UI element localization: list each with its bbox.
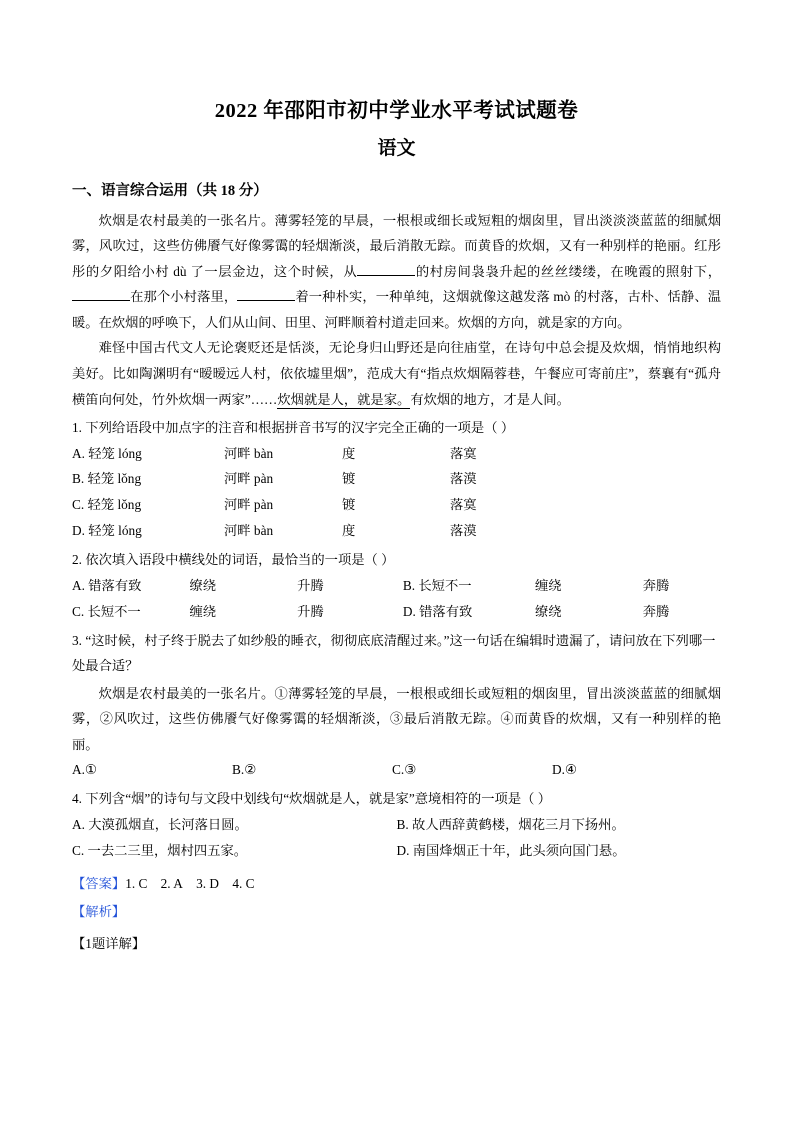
q2-opt-a-w3: 升腾 (297, 577, 324, 593)
answer-label: 【答案】 (72, 876, 126, 892)
page-subtitle: 语文 (377, 137, 416, 159)
passage-paragraph-2 (72, 335, 721, 412)
question-2-stem (72, 547, 721, 573)
opt-a-c1: 轻笼 lóng (88, 445, 142, 461)
question-3-quote: 炊烟是农村最美的一张名片。①薄雾轻笼的早晨，一根根或细长或短粗的烟囱里，冒出淡淡蓝蓝的细腻烟雾，②风吹过，这些仿佛餍气好像雾霭的轻烟渐淡，③最后消散无踪。④而黄昏的炊烟，又有一种别样的艳丽。 (72, 685, 721, 752)
opt-c-c3: 镀 (342, 497, 356, 513)
q2-opt-c-w3: 升腾 (297, 603, 324, 619)
q2-opt-b-w2: 缠绕 (535, 577, 562, 593)
fill-blank-1 (357, 261, 415, 276)
q2-opt-b-label: B. 长短不一 (402, 577, 472, 593)
question-4-number: 4. (72, 791, 82, 807)
analysis-label: 【解析】 (72, 904, 126, 920)
question-4-stem (72, 786, 721, 812)
question-1-option-b[interactable] (72, 466, 721, 492)
q2-opt-d-label: D. 错落有致 (402, 603, 473, 619)
fill-blank-2 (72, 286, 130, 301)
question-2-row-1[interactable] (72, 573, 721, 599)
passage-part-1c: 在那个小村落里， (130, 289, 238, 305)
question-1-text: 下列给语段中加点字的注音和根据拼音书写的汉字完全正确的一项是（ ） (85, 420, 515, 436)
opt-d-c3: 度 (342, 523, 356, 539)
q2-opt-a-w2: 缭绕 (189, 577, 217, 593)
question-2-text: 依次填入语段中横线处的词语，最恰当的一项是（ ） (85, 552, 395, 568)
question-1-stem (72, 415, 721, 441)
question-1-option-a[interactable] (72, 441, 721, 467)
passage-part-2b: 有炊烟的地方，才是人间。 (410, 391, 570, 407)
q2-opt-b-w3: 奔腾 (642, 577, 670, 593)
q2-opt-c-w2: 缠绕 (189, 603, 217, 619)
opt-a-label: A. (72, 445, 85, 461)
question-3-stem (72, 628, 721, 679)
question-1-option-d[interactable] (72, 518, 721, 544)
q2-opt-a-label: A. 错落有致 (72, 577, 142, 593)
passage-paragraph-1 (72, 208, 721, 336)
opt-d-label: D. (72, 523, 85, 539)
opt-b-c1: 轻笼 lǒng (87, 471, 142, 487)
answer-1: 1. C (125, 876, 148, 892)
question-4-row-1[interactable] (72, 812, 721, 838)
answer-3: 3. D (196, 876, 220, 892)
question-4-row-2[interactable] (72, 838, 721, 864)
opt-b-c3: 镀 (342, 471, 356, 487)
passage-part-2a: 难怪中国古代文人无论褒贬还是恬淡，无论身归山野还是向往庙堂，在诗句中总会提及炊烟，悄悄地织构美好。比如陶渊明有“暧暧远人村，依依墟里烟”，范成大有“指点炊烟隔蓉巷，午餐应可寄前庄”，蔡襄有“孤舟横笛向何处，竹外炊烟一两家”…… (72, 340, 721, 407)
opt-a-c4: 落寞 (450, 445, 477, 461)
answer-2: 2. A (160, 876, 183, 892)
opt-b-c4: 落漠 (450, 471, 477, 487)
passage-part-1: 炊烟是农村最美的一张名片。薄雾轻笼的早晨，一根根或细长或短粗的烟囱里，冒出淡淡淡蓝蓝的细腻烟雾，风吹过，这些仿佛餍气好像雾霭的轻烟渐淡，最后消散无踪。而黄昏的炊烟，又有一种别样的艳丽。红彤彤的夕阳给小村 dù 了一层金边，这个时候，从 (72, 212, 721, 279)
opt-c-c2: 河畔 pàn (224, 497, 274, 513)
q4-opt-d: D. 南国烽烟正十年，此头须向国门悬。 (396, 842, 626, 858)
question-4-text: 下列含“烟”的诗句与文段中划线句“炊烟就是人，就是家”意境相符的一项是（ ） (85, 791, 552, 807)
q3-opt-c: C.③ (392, 762, 417, 778)
passage-underlined-1: 炊烟就是人， (277, 391, 358, 407)
section-heading: 一、语言综合运用（共 18 分） (72, 183, 268, 200)
page-title: 2022 年邵阳市初中学业水平考试试题卷 (214, 100, 579, 122)
opt-a-c2: 河畔 bàn (224, 445, 274, 461)
question-2-row-2[interactable] (72, 599, 721, 625)
answer-4: 4. C (232, 876, 255, 892)
q3-opt-a: A.① (72, 762, 97, 778)
q2-opt-d-w2: 缭绕 (535, 603, 562, 619)
passage-part-1d: 着一种朴实，一种单纯，这烟就像这越发落 mò 的村落，古朴、恬静、温暖。在炊烟的呼唤下，人们从山间、田里、河畔顺着村道走回来。炊烟的方向，就是家的方向。 (72, 289, 722, 330)
opt-b-c2: 河畔 pàn (224, 471, 274, 487)
question-3-number: 3. (72, 632, 82, 648)
q2-opt-c-label: C. 长短不一 (72, 603, 141, 619)
question-1-number: 1. (72, 420, 82, 436)
passage-underlined-2: 就是家。 (357, 391, 411, 407)
question-2-number: 2. (72, 552, 82, 568)
q4-opt-b: B. 故人西辞黄鹤楼，烟花三月下扬州。 (396, 816, 625, 832)
question-3-options[interactable] (72, 757, 721, 783)
question-3-text: “这时候，村子终于脱去了如纱般的睡衣，彻彻底底清醒过来。”这一句话在编辑时遗漏了，请问放在下列哪一处最合适？ (72, 632, 716, 674)
opt-d-c1: 轻笼 lóng (88, 523, 142, 539)
fill-blank-3 (237, 286, 295, 301)
question-1-option-c[interactable] (72, 492, 721, 518)
passage-part-1b: 的村房间袅袅升起的丝丝缕缕，在晚霞的照射下， (415, 263, 722, 279)
q4-opt-c: C. 一去二三里，烟村四五家。 (72, 842, 248, 858)
question-1-detail-heading: 【1题详解】 (72, 936, 146, 952)
q3-opt-d: D.④ (552, 762, 577, 778)
opt-c-c4: 落寞 (450, 497, 477, 513)
q3-opt-b: B.② (232, 762, 257, 778)
opt-b-label: B. (72, 471, 85, 487)
opt-d-c4: 落漠 (450, 523, 477, 539)
opt-d-c2: 河畔 bàn (224, 523, 274, 539)
q2-opt-d-w3: 奔腾 (642, 603, 670, 619)
opt-c-label: C. (72, 497, 85, 513)
answer-block (72, 871, 721, 897)
opt-a-c3: 度 (342, 445, 356, 461)
opt-c-c1: 轻笼 lǒng (87, 497, 142, 513)
q4-opt-a: A. 大漠孤烟直，长河落日圆。 (72, 816, 248, 832)
